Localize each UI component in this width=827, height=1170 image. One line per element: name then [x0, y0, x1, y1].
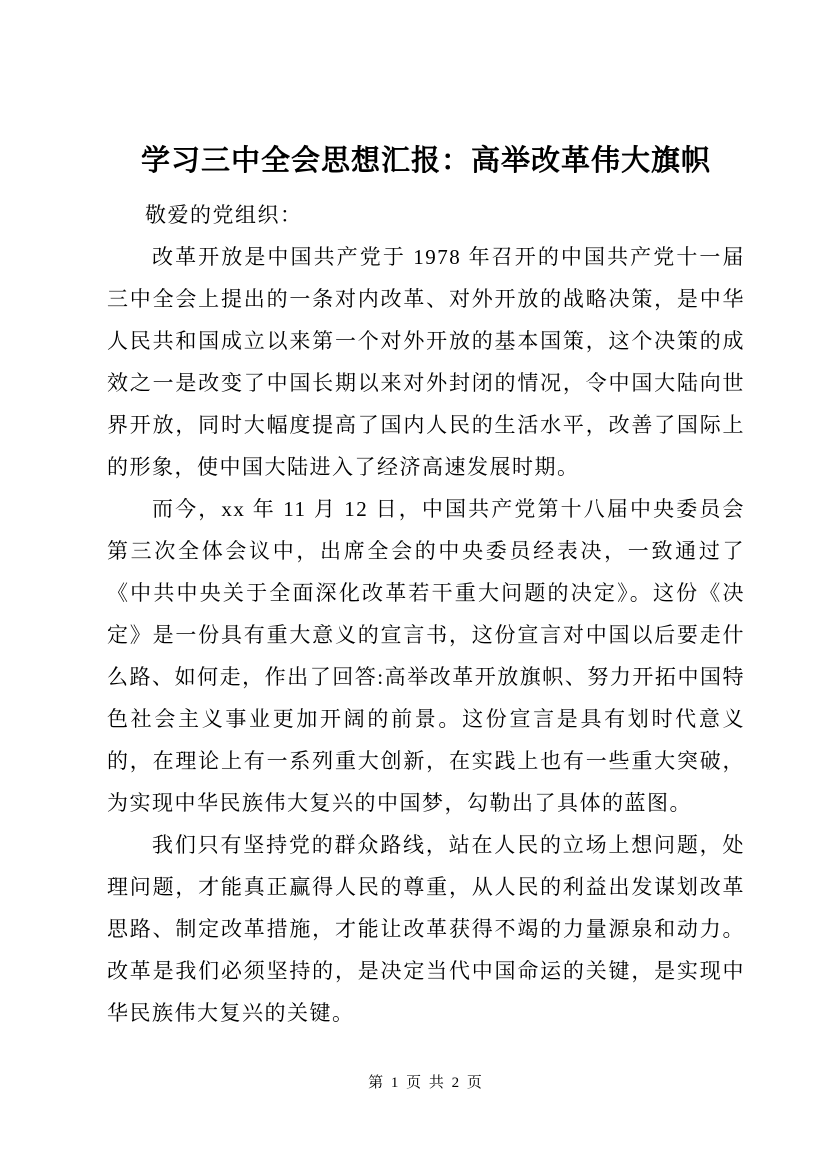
- salutation: 敬爱的党组织：: [145, 203, 303, 227]
- page-footer: [107, 1072, 745, 1094]
- document-title: 学习三中全会思想汇报：高举改革伟大旗帜: [140, 145, 711, 177]
- document-content: [107, 138, 745, 1034]
- paragraph-1: 改革开放是中国共产党于 1978 年召开的中国共产党十一届三中全会上提出的一条对内改革、对外开放的战略决策，是中华人民共和国成立以来第一个对外开放的基本国策，这个决策的成效之一是改变了中国长期以来对外封闭的情况，令中国大陆向世界开放，同时大幅度提高了国内人民的生活水平，改善了国际上的形象，使中国大陆进入了经济高速发展时期。: [107, 245, 745, 479]
- paragraph-3: 我们只有坚持党的群众路线，站在人民的立场上想问题，处理问题，才能真正赢得人民的尊重，从人民的利益出发谋划改革思路、制定改革措施，才能让改革获得不竭的力量源泉和动力。改革是我们必须坚持的，是决定当代中国命运的关键，是实现中华民族伟大复兴的关键。: [107, 833, 745, 1025]
- paragraph-2: 而今，xx 年 11 月 12 日，中国共产党第十八届中央委员会第三次全体会议中，出席全会的中央委员经表决，一致通过了《中共中央关于全面深化改革若干重大问题的决定》。这份《决定》是一份具有重大意义的宣言书，这份宣言对中国以后要走什么路、如何走，作出了回答:高举改革开放旗帜、努力开拓中国特色社会主义事业更加开阔的前景。这份宣言是具有划时代意义的，在理论上有一系列重大创新，在实践上也有一些重大突破，为实现中华民族伟大复兴的中国梦，勾勒出了具体的蓝图。: [107, 497, 745, 815]
- page-indicator: 第 1 页 共 2 页: [368, 1075, 484, 1091]
